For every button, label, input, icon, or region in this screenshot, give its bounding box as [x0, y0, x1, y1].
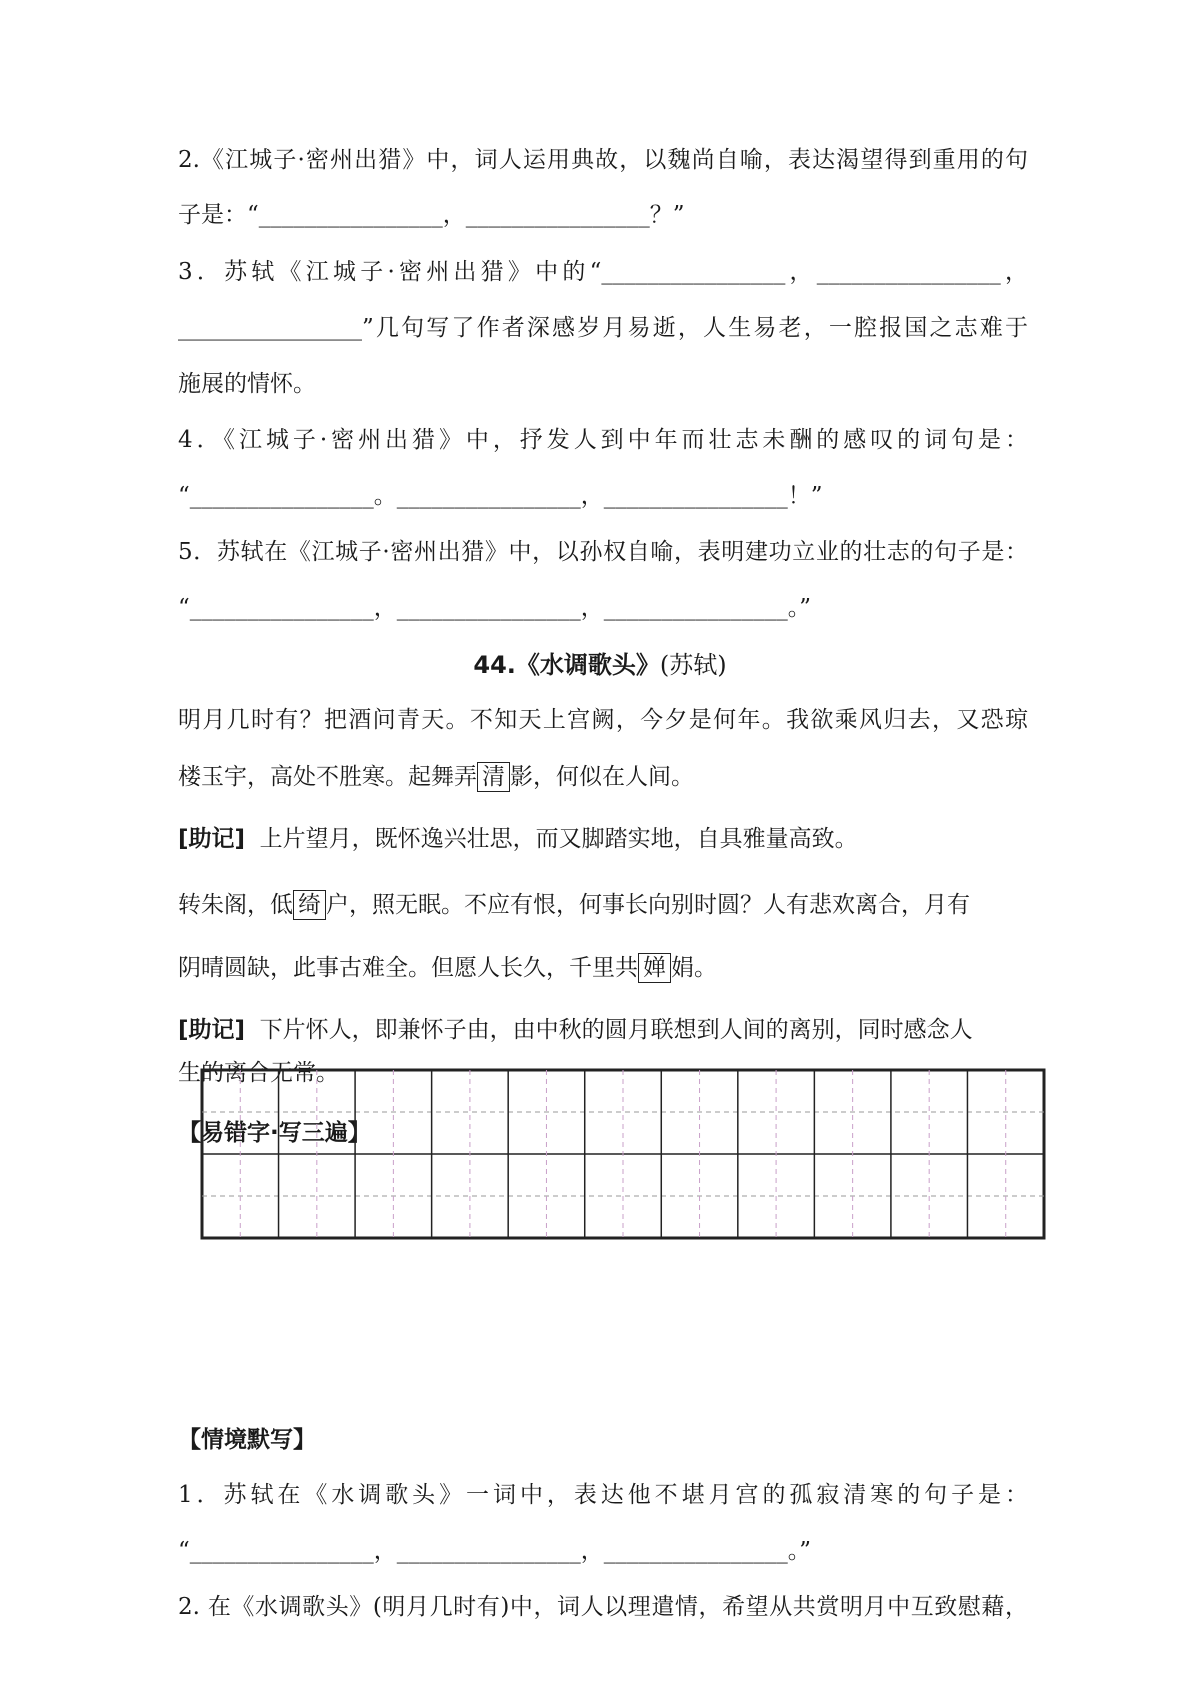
poem-text: 影，何似在人间。	[510, 764, 694, 790]
question-1-blanks: “________________，________________，________________。”	[178, 1538, 812, 1564]
section-yicuozi: 【易错字·写三遍】	[178, 1120, 371, 1146]
boxed-char: 婵	[638, 953, 671, 983]
mnemonic-text: 上片望月，既怀逸兴壮思，而又脚踏实地，自具雅量高致。	[259, 826, 858, 852]
poem-title-number: 44.	[473, 651, 516, 679]
poem-text: 娟。	[671, 955, 717, 981]
poem-title-name: 《水调歌头》	[515, 651, 660, 679]
line-5: 施展的情怀。	[178, 371, 316, 397]
poem-text: 阴晴圆缺，此事古难全。但愿人长久，千里共	[178, 955, 638, 981]
line-7: “________________。________________，________________！”	[178, 483, 823, 509]
question-1: 1．苏轼在《水调歌头》一词中，表达他不堪月宫的孤寂清寒的句子是：	[178, 1482, 1028, 1508]
question-2: 2. 在《水调歌头》(明月几时有)中，词人以理遣情，希望从共赏明月中互致慰藉，	[178, 1594, 1028, 1620]
poem-text: 转朱阁，低	[178, 892, 293, 918]
mnemonic-2-cont: 生的离合无常。	[178, 1060, 339, 1086]
poem-line-3	[178, 890, 1028, 920]
poem-title-author: (苏轼)	[659, 651, 727, 679]
boxed-char: 绮	[293, 890, 326, 920]
line-4: ________________”几句写了作者深感岁月易逝，人生易老，一腔报国之志难于	[178, 315, 1028, 341]
poem-line-4	[178, 953, 1028, 983]
poem-line-2	[178, 762, 1028, 792]
line-9: “________________，________________，________________。”	[178, 595, 812, 621]
poem-text: 楼玉宇，高处不胜寒。起舞弄	[178, 764, 477, 790]
mnemonic-label: [助记]	[178, 826, 246, 852]
poem-line-1: 明月几时有？把酒问青天。不知天上宫阙，今夕是何年。我欲乘风归去，又恐琼	[178, 707, 1028, 733]
line-6: 4．《江城子·密州出猎》中，抒发人到中年而壮志未酬的感叹的词句是：	[178, 427, 1028, 453]
boxed-char: 清	[477, 762, 510, 792]
writing-grid	[200, 1068, 1046, 1240]
line-1: 2.《江城子·密州出猎》中，词人运用典故，以魏尚自喻，表达渴望得到重用的句	[178, 147, 1028, 173]
mnemonic-2	[178, 1015, 1028, 1045]
mnemonic-1	[178, 824, 1028, 854]
mnemonic-label: [助记]	[178, 1017, 246, 1043]
line-2: 子是：“________________，________________？”	[178, 202, 685, 228]
line-8: 5．苏轼在《江城子·密州出猎》中，以孙权自喻，表明建功立业的壮志的句子是：	[178, 539, 1028, 565]
poem-text: 户，照无眠。不应有恨，何事长向别时圆？人有悲欢离合，月有	[326, 892, 970, 918]
poem-title	[0, 650, 1200, 680]
line-3: 3．苏轼《江城子·密州出猎》中的“________________，________________，	[178, 259, 1028, 285]
mnemonic-text: 下片怀人，即兼怀子由，由中秋的圆月联想到人间的离别，同时感念人	[259, 1017, 973, 1043]
section-qingjing: 【情境默写】	[178, 1427, 316, 1453]
